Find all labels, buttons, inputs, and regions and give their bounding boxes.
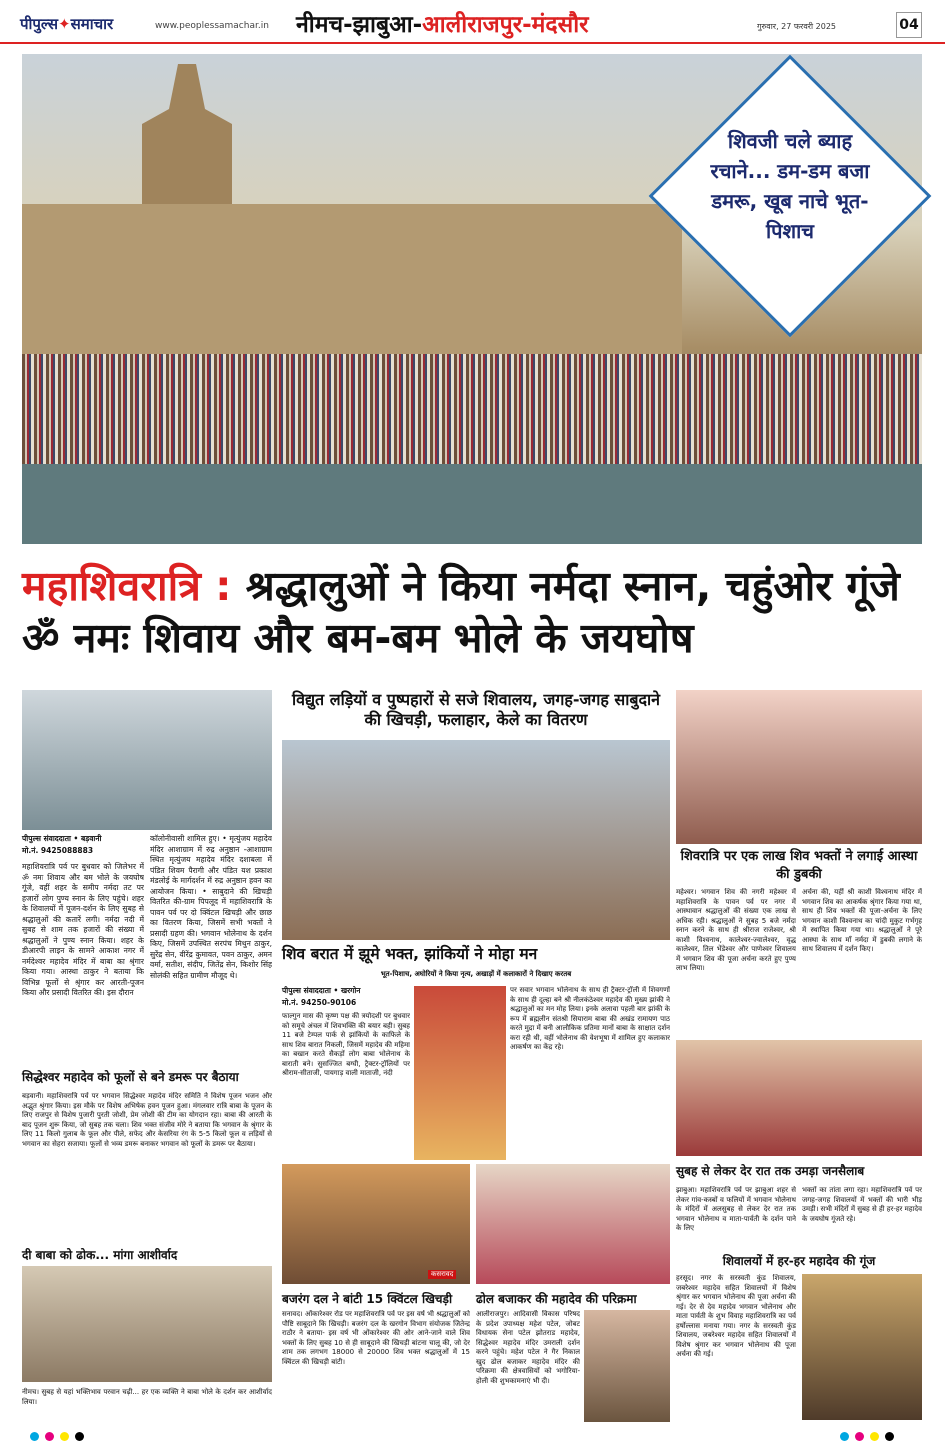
col3-head3: शिवालयों में हर-हर महादेव की गूंज — [722, 1254, 876, 1268]
col2-head2: बजरंग दल ने बांटी 15 क्विंटल खिचड़ी — [282, 1292, 453, 1306]
harsud-photo — [802, 1274, 922, 1420]
issue-date: गुरुवार, 27 फरवरी 2025 — [757, 22, 837, 31]
col2-head: शिव बरात में झूमे भक्त, झांकियों ने मोहा मन — [282, 945, 538, 963]
col2-phone: मो.नं. 94250-90106 — [282, 998, 357, 1007]
temple-shape — [142, 64, 232, 214]
color-registration-bar — [0, 1428, 945, 1445]
col2-body3: सनावद। ओंकारेश्वर रोड पर महाशिवरात्रि पर्व पर इस वर्ष भी श्रद्धालुओं को पौष्टि साबूदाने कि खिचड़ी। बजरंग दल के खरगोन विभाग संयोजक जितेन्द्र राठौर ने बताया- इस वर्ष भी ओंकारेश्वर की ओर आने-जाने वाले शिव भक्तों के लिए सुबह 10 से ही साबूदाने की खिचड़ी बांटना चालू की, जो देर शाम तक लगभग 18000 से 20000 शिव भक्त श्रद्धालुओं में 15 क्विंटल की खिचड़ी बांटी। — [282, 1310, 470, 1366]
phone: मो.नं. 9425088883 — [22, 846, 94, 855]
shiv-barat-photo — [282, 740, 670, 940]
main-headline: महाशिवरात्रि : श्रद्धालुओं ने किया नर्मदा स्नान, चहुंओर गूंजे ॐ नमः शिवाय और बम-बम भोले के जयघोष — [22, 562, 900, 662]
col3-body: महेश्वर। भगवान शिव की नगरी महेश्वर में महाशिवरात्रि के पावन पर्व पर नगर में आस्थावान श्रद्धालुओं की संख्या एक लाख से अधिक रही। श्रद्धालुओं ने सुबह 5 बजे नर्मदा स्नान करने के साथ ही श्रीराज राजेश्वर, श्री काशी विश्वनाथ, कालेश्वर-ज्वालेश्वर, वृद्ध कालेश्वर, तिल भेंडेश्वर और पाणेश्वर शिवालय में भगवान शिव की पूजा अर्चना करते हुए पुण्य लाभ लिया। — [676, 888, 796, 972]
col3-body5: हरसूद। नगर के सरस्वती कुंड शिवालय, जबरेश्वर महादेव सहित शिवालयों में विशेष श्रृंगार कर भगवान भोलेनाथ की पूजा अर्चना की गई। देर से देव महादेव भगवान भोलेनाथ और माता पार्वती के शुभ विवाह महाशिवरात्रि का पर्व हर्षोल्लास मनाया गया। नगर के सरस्वती कुंड शिवालय, जबरेश्वर महादेव सहित शिवालयों में विशेष श्रृंगार कर भगवान भोलेनाथ की पूजा अर्चना की गई। — [676, 1274, 796, 1358]
page-number: 04 — [896, 12, 922, 38]
col1-head2: सिद्धेश्वर महादेव को फूलों से बने डमरू पर बैठाया — [22, 1070, 239, 1084]
crowd-shape — [22, 354, 922, 464]
col2-deck: विद्युत लड़ियों व पुष्पहारों से सजे शिवालय, जगह-जगह साबुदाने की खिचड़ी, फलाहार, केले का वितरण — [291, 690, 661, 729]
col1-head3: दी बाबा को ढोक... मांगा आशीर्वाद — [22, 1248, 178, 1262]
col3-body2: अर्चना की, यहीं श्री काशी विश्वनाथ मंदिर में भगवान शिव का आकर्षक श्रृंगार किया गया था, साथ ही शिव भक्तों की पूजा-अर्चना के लिए भगवान काशी विश्वनाथ का चांदी मुकुट गर्भगृह में स्थापित किया गया था। श्रद्धालुओं ने पूरे आस्था के साथ माँ नर्मदा में डुबकी लगाने के साथ शिवालय में दर्शन किए। — [802, 888, 922, 953]
location-tag: कसरावद — [428, 1270, 456, 1279]
brand-logo: पीपुल्स✦समाचार — [20, 15, 114, 33]
col3-body3: झाबुआ। महाशिवरात्रि पर्व पर झाबुआ शहर से लेकर गांव-कस्बों व फलियों में भगवान भोलेनाथ के मंदिरों में अलसुबह से लेकर देर रात तक भगवान भोलेनाथ व माता-पार्वती के दर्शन पाने के लिए — [676, 1186, 796, 1232]
fort-shape — [22, 204, 682, 354]
diamond-text: शिवजी चले ब्याह रचाने... डम-डम बजा डमरू, खूब नाचे भूत-पिशाच — [710, 129, 870, 243]
neemuch-photo — [22, 1266, 272, 1382]
col3-head2: सुबह से लेकर देर रात तक उमड़ा जनसैलाब — [676, 1164, 865, 1178]
river-shape — [22, 464, 922, 544]
col3-head: शिवरात्रि पर एक लाख शिव भक्तों ने लगाई आस्था की डुबकी — [680, 849, 918, 882]
dhol-photo — [476, 1164, 670, 1284]
col2-body: फाल्गुन मास की कृष्ण पक्ष की त्रयोदशी पर बुधवार को समूचे अंचल में शिवभक्ति की बयार बही। सुबह 11 बजे टेम्पल पार्क से झांकियों के काफिले के साथ शिव बारात निकली, जिसमें महादेव की महिमा का बखान करते सैकड़ों लोग बाबा भोलेनाथ के बाराती बने। सुसज्जित बग्घी, ट्रैक्टर-ट्रॉलियों पर श्रीराम-सीताजी, पायगाड़ वाली माताजी, नंदी — [282, 1012, 410, 1077]
dhol-photo-2 — [584, 1310, 670, 1422]
site-url[interactable]: www.peoplessamachar.in — [155, 21, 269, 31]
col2-head3: ढोल बजाकर की महादेव की परिक्रमा — [476, 1292, 637, 1306]
col1-caption3: नीमच। सुबह से यहां भक्तिभाव परवान चढ़ी... हर एक व्यक्ति ने बाबा भोले के दर्शन कर आशीर्वाद लिया। — [22, 1388, 272, 1406]
edition-title: नीमच-झाबुआ-आलीराजपुर-मंदसौर — [296, 12, 589, 38]
maheshwar-photo — [676, 690, 922, 844]
jhabua-photo — [676, 1040, 922, 1156]
col1-body2: बड़वानी। महाशिवरात्रि पर्व पर भगवान सिद्धेश्वर महादेव मंदिर समिति ने विशेष पूजन भजन और अद्भुत श्रृंगार किया। इस मौके पर विशेष अभिषेक हवन पूजन हुआ। मंगलवार रात्रि बाबा के पूजन के लिए राजपुर से विशेष पुजारी पुरती जोशी, प्रेम जोशी की टीम का योगदान रहा। बाबा की आरती के बाद पूजन शुरू किया, जो सुबह तक चला। शिव भक्त संजीव मोरे ने बताया कि भगवान के श्रृंगार के लिए 11 किलो गुलाब के फूल और पीले, सफेद और केसरिया रंग के 5-5 किलो फूल व लड़ियों से भगवान का सेहरा सजाया। फूलों से भव्य डमरू बनाकर भगवान को फूलों के डमरू पर बैठाया। — [22, 1092, 272, 1148]
idol-photo — [414, 986, 506, 1160]
col1-body-b: कॉलोनीवासी शामिल हुए। • मृत्युंजय महादेव मंदिर आशाग्राम में रुद्र अनुष्ठान -आशाग्राम स्थित मृत्युंजय महादेव मंदिर दशाबला में पंडित शिवम पैरागी और पंडित यश प्रकाश मंडलोई के मार्गदर्शन में रुद्र अनुष्ठान हवन का आयोजन किया। • साबुदाने की खिचड़ी वितरित की-ग्राम पिपलूद में महाशिवरात्रि के पावन पर्व पर दो क्विंटल खिचड़ी और छाछ का वितरण किया, जिसमें सभी भक्तों ने प्रसादी ग्रहण की। भगवान भोलेनाथ के दर्शन किए, जिसमें उपस्थित सरपंच मिथुन ठाकुर, सुरेंद्र सेन, वीरेंद्र कुमावत, पवन ठाकुर, अमन वर्मा, सतीश, संदीप, जितेंद्र सेन, किशोर सिंह सोलंकी सहित ग्रामीण मौजूद थे। — [150, 834, 272, 980]
col2-body2: पर सवार भगवान भोलेनाथ के साथ ही ट्रैक्टर-ट्रॉली में शिवगणों के साथ ही दूल्हा बने श्री नीलकंठेश्वर महादेव की मुख्य झांकी ने श्रद्धालुओं का मन मोह लिया। इनके अलावा पहली बार झांकी के रूप में ब्रह्मलीन संतश्री सियाराम बाबा की अखंड रामायण पाठ करते मुद्रा में बनी आलौकिक प्रतिमा मानों बाबा के साक्षात दर्शन करा रही थी, वहीं भोलेनाथ की वेशभूषा में शामिल हुए कलाकार आकर्षण का केंद्र रहे। — [510, 986, 670, 1051]
col3-body4: भक्तों का तांता लगा रहा। महाशिवरात्रि पर्व पर जगह-जगह शिवालयों में भक्तों की भारी भीड़ उमड़ी। सभी मंदिरों में सुबह से ही हर-हर महादेव के जयघोष गूंजते रहे। — [802, 1186, 922, 1223]
masthead — [0, 0, 945, 44]
col2-subdeck: भूत-पिशाच, अघोरियों ने किया नृत्य, अखाड़ों में कलाकारों ने दिखाए करतब — [380, 970, 572, 978]
col1-body: महाशिवरात्रि पर्व पर बुधवार को जिलेभर में ॐ नमः शिवाय और बम भोले के जयघोष गूंजे, वहीं शहर के समीप नर्मदा तट पर हजारों लोग पुण्य स्नान के लिए पहुंचे। शहर के शिवालयों में पूजन-दर्शन के लिए सुबह से श्रद्धालुओं की कतारें लगी। नर्मदा नदी में सुबह से शाम तक हजारों की संख्या में श्रद्धालुओं ने पुण्य स्नान किया। शहर के डीआरपी लाइन के सामने आकाश नगर में नर्मदेश्वर महादेव मंदिर में बाबा का श्रृंगार किया गया। आस्था ठाकुर ने बताया कि विभिन्न फूलों से श्रृंगार कर आरती-पूजन किया और प्रसादी वितरित की। इस दौरान — [22, 862, 144, 997]
byline: पीपुल्स संवाददाता • बड़वानी — [22, 834, 102, 843]
col2-body4: आलीराजपुर। आदिवासी विकास परिषद के प्रदेश उपाध्यक्ष महेश पटेल, जोबट विधायक सेना पटेल झोतराड महादेव, सिद्धेश्वर महादेव मंदिर उमराली दर्शन करने पहुंचे। महेश पटेल ने गैर निकाल खुद ढोल बजाकर महादेव मंदिर की परिक्रमा की क्षेत्रवासियों को भगोरिया-होली की शुभकामनाएं भी दी। — [476, 1310, 580, 1385]
badwani-photo — [22, 690, 272, 830]
bajrang-photo — [282, 1164, 470, 1284]
lead-diamond-box — [658, 64, 922, 328]
col2-byline: पीपुल्स संवाददाता • खरगोन — [282, 986, 361, 995]
